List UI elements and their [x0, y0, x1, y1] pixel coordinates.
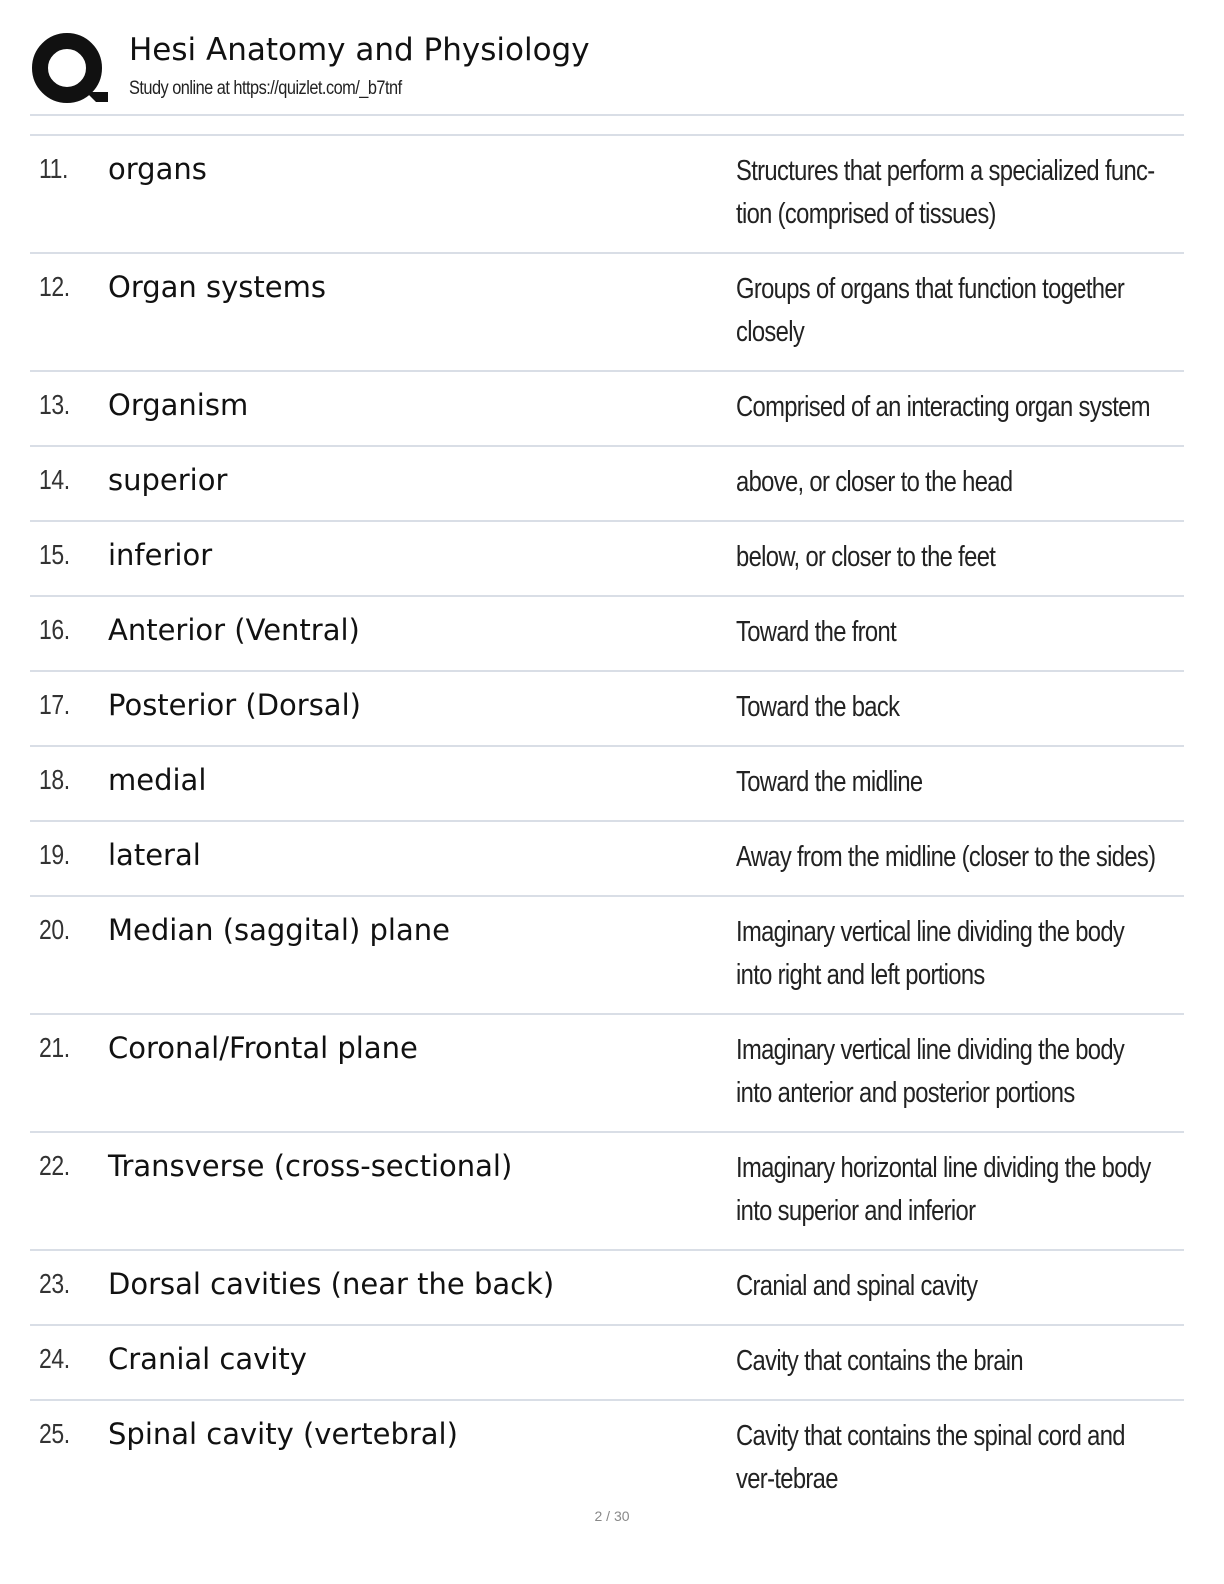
card-definition: above, or closer to the head [736, 466, 1013, 498]
card-definition: Structures that perform a specialized func-tion (comprised of tissues) [736, 155, 1155, 230]
card-row [30, 136, 1184, 254]
card-row [30, 522, 1184, 597]
card-term: lateral [108, 838, 201, 872]
card-number: 14. [39, 464, 70, 495]
card-term: Anterior (Ventral) [108, 613, 360, 647]
card-row [30, 1251, 1184, 1326]
card-number: 23. [39, 1268, 70, 1299]
card-number: 11. [39, 153, 68, 184]
card-row [30, 672, 1184, 747]
card-row [30, 1401, 1184, 1505]
card-term: Spinal cavity (vertebral) [108, 1417, 458, 1451]
card-term: Organism [108, 388, 249, 422]
card-definition: Cranial and spinal cavity [736, 1270, 978, 1302]
card-number: 18. [39, 764, 70, 795]
card-number: 24. [39, 1343, 70, 1374]
card-row [30, 1133, 1184, 1251]
card-number: 20. [39, 914, 70, 945]
card-term: Dorsal cavities (near the back) [108, 1267, 555, 1301]
card-term: organs [108, 152, 207, 186]
card-definition: Groups of organs that function together closely [736, 273, 1125, 348]
card-term: Coronal/Frontal plane [108, 1031, 418, 1065]
card-number: 22. [39, 1150, 70, 1181]
card-number: 16. [39, 614, 70, 645]
card-definition: Imaginary vertical line dividing the body into right and left portions [736, 916, 1125, 991]
card-definition: Away from the midline (closer to the sides) [736, 841, 1156, 873]
card-term: Median (saggital) plane [108, 913, 450, 947]
card-definition: Imaginary vertical line dividing the body into anterior and posterior portions [736, 1034, 1125, 1109]
card-row [30, 254, 1184, 372]
page-number: 2 / 30 [594, 1508, 630, 1524]
card-definition: Imaginary horizontal line dividing the body into superior and inferior [736, 1152, 1151, 1227]
card-number: 17. [39, 689, 70, 720]
card-definition: below, or closer to the feet [736, 541, 996, 573]
card-term: Cranial cavity [108, 1342, 307, 1376]
card-row [30, 897, 1184, 1015]
card-number: 12. [39, 271, 70, 302]
card-term: Posterior (Dorsal) [108, 688, 361, 722]
card-row [30, 747, 1184, 822]
card-number: 19. [39, 839, 70, 870]
document-subtitle: Study online at https://quizlet.com/_b7tnf [129, 78, 402, 99]
flashcard-list [30, 134, 1184, 1505]
card-number: 21. [39, 1032, 70, 1063]
card-definition: Toward the front [736, 616, 897, 648]
card-number: 25. [39, 1418, 70, 1449]
card-term: Transverse (cross-sectional) [108, 1149, 513, 1183]
card-row [30, 597, 1184, 672]
card-definition: Toward the back [736, 691, 900, 723]
card-definition: Comprised of an interacting organ system [736, 391, 1150, 423]
card-row [30, 822, 1184, 897]
card-definition: Toward the midline [736, 766, 923, 798]
card-term: inferior [108, 538, 213, 572]
card-term: Organ systems [108, 270, 326, 304]
card-number: 15. [39, 539, 70, 570]
card-row [30, 447, 1184, 522]
quizlet-logo-icon [30, 30, 108, 108]
document-header [30, 28, 1184, 116]
card-row [30, 1015, 1184, 1133]
card-term: medial [108, 763, 207, 797]
card-row [30, 372, 1184, 447]
card-definition: Cavity that contains the spinal cord and ver-tebrae [736, 1420, 1125, 1495]
card-row [30, 1326, 1184, 1401]
card-term: superior [108, 463, 228, 497]
card-definition: Cavity that contains the brain [736, 1345, 1023, 1377]
card-number: 13. [39, 389, 70, 420]
document-title: Hesi Anatomy and Physiology [129, 32, 590, 68]
